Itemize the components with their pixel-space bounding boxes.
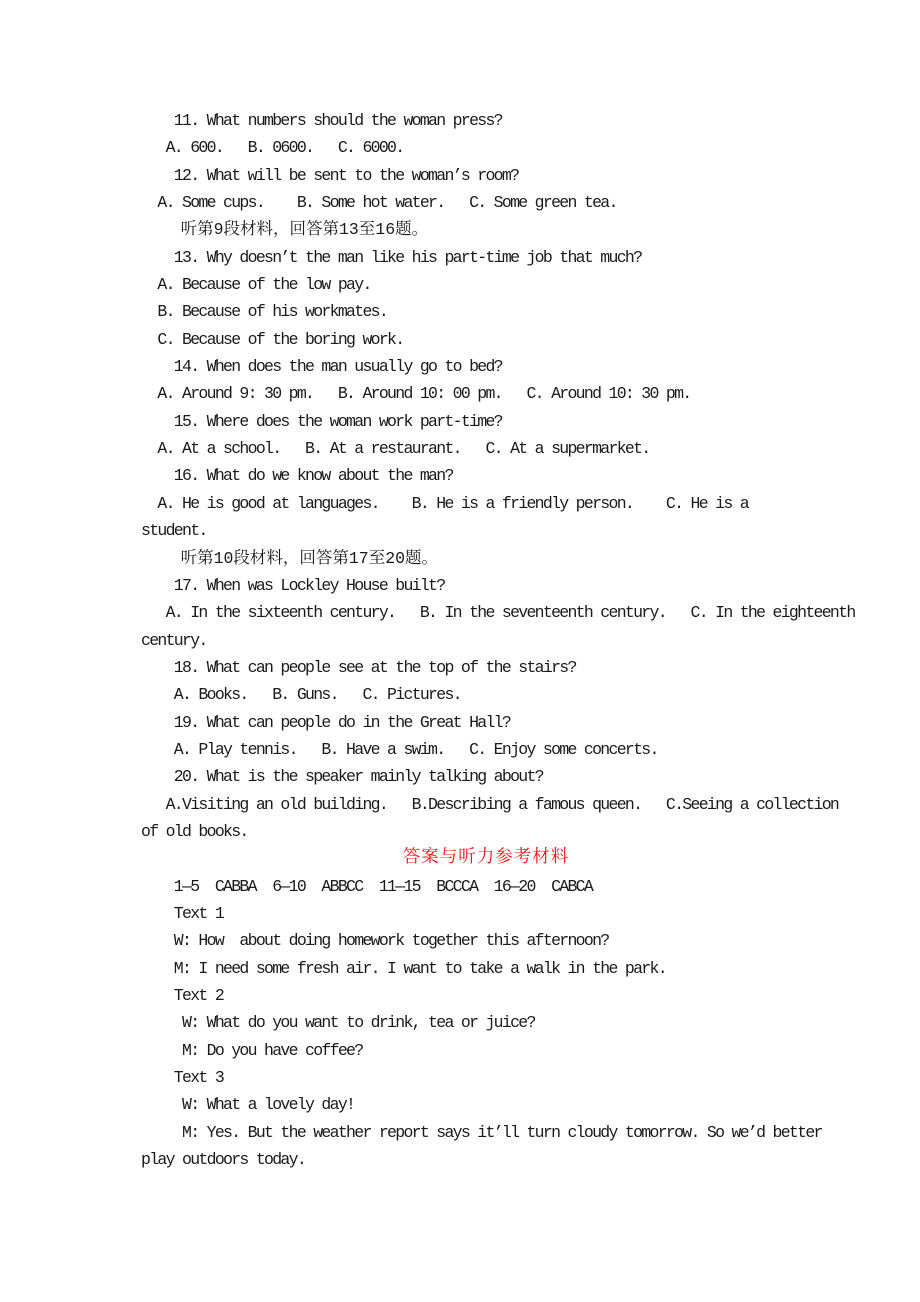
- text-1-w-line: W: How about doing homework together this afternoon?: [141, 931, 609, 951]
- listening-questions-section: [141, 107, 855, 845]
- option-13-a: A. Because of the low pay.: [141, 275, 371, 295]
- answers-heading: 答案与听力参考材料: [402, 848, 570, 869]
- question-13: 13. Why doesn’t the man like his part-time job that much?: [141, 247, 642, 267]
- text-2-label: Text 2: [141, 986, 224, 1005]
- answer-key-line: 1—5 CABBA 6—10 ABBCC 11—15 BCCCA 16—20 CABCA: [141, 876, 593, 896]
- text-3-label: Text 3: [141, 1068, 224, 1088]
- options-17-wrap: century.: [141, 630, 207, 650]
- text-2-w-line: W: What do you want to drink, tea or juice?: [141, 1013, 535, 1033]
- text-1-label: Text 1: [141, 903, 224, 923]
- question-20: 20. What is the speaker mainly talking about?: [141, 767, 543, 787]
- text-3-m-wrap: play outdoors today.: [141, 1150, 306, 1170]
- option-13-b: B. Because of his workmates.: [141, 302, 388, 322]
- question-18: 18. What can people see at the top of the stairs?: [141, 657, 576, 677]
- text-3-w-line: W: What a lovely day!: [141, 1095, 355, 1115]
- options-18: A. Books. B. Guns. C. Pictures.: [141, 685, 461, 705]
- text-2-m-line: M: Do you have coffee?: [141, 1040, 363, 1060]
- material-9-note: 听第9段材料，回答第13至16题。: [141, 220, 429, 240]
- options-16-wrap: student.: [141, 521, 207, 541]
- options-14: A. Around 9: 30 pm. B. Around 10: 00 pm. C. Around 10: 30 pm.: [141, 384, 691, 404]
- question-12: 12. What will be sent to the woman’s room?: [141, 165, 519, 185]
- text-1-m-line: M: I need some fresh air. I want to take a walk in the park.: [141, 958, 666, 978]
- answers-transcripts-section: [141, 873, 831, 1174]
- question-15: 15. Where does the woman work part-time?: [141, 411, 502, 431]
- options-17: A. In the sixteenth century. B. In the seventeenth century. C. In the eighteenth: [141, 603, 855, 623]
- material-10-note: 听第10段材料，回答第17至20题。: [141, 548, 439, 568]
- question-16: 16. What do we know about the man?: [141, 466, 453, 486]
- question-11: 11. What numbers should the woman press?: [141, 111, 502, 130]
- options-20-wrap: of old books.: [141, 821, 248, 841]
- question-14: 14. When does the man usually go to bed?: [141, 357, 502, 377]
- options-12: A. Some cups. B. Some hot water. C. Some green tea.: [141, 193, 617, 213]
- document-text-block: [141, 107, 855, 1173]
- text-3-m-line: M: Yes. But the weather report says it’ll turn cloudy tomorrow. So we’d better: [141, 1122, 822, 1142]
- options-16: A. He is good at languages. B. He is a friendly person. C. He is a: [141, 493, 748, 513]
- option-13-c: C. Because of the boring work.: [141, 329, 404, 349]
- options-11: A. 600. B. 0600. C. 6000.: [141, 138, 404, 158]
- question-17: 17. When was Lockley House built?: [141, 575, 445, 595]
- options-20: A.Visiting an old building. B.Describing a famous queen. C.Seeing a collection: [141, 794, 839, 814]
- options-15: A. At a school. B. At a restaurant. C. At a supermarket.: [141, 439, 650, 459]
- question-19: 19. What can people do in the Great Hall?: [141, 712, 511, 732]
- options-19: A. Play tennis. B. Have a swim. C. Enjoy some concerts.: [141, 739, 658, 759]
